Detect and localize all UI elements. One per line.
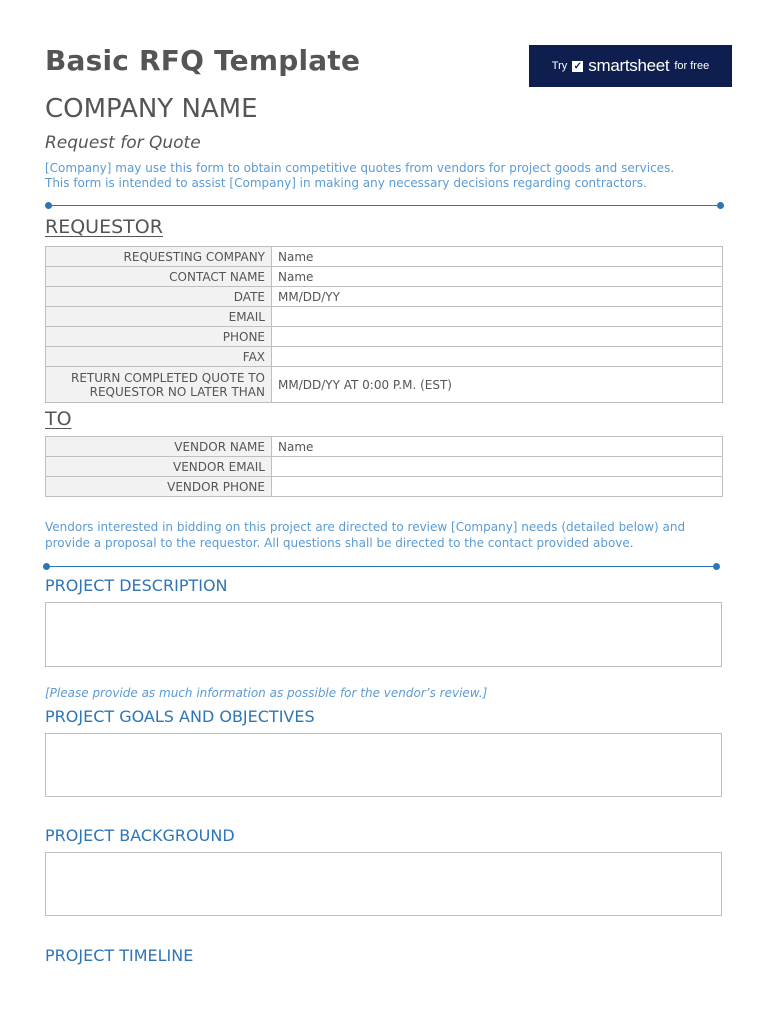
field-label: RETURN COMPLETED QUOTE TO REQUESTOR NO LATER THAN	[46, 367, 272, 403]
intro-text	[45, 161, 735, 191]
promo-brand-text: smartsheet	[588, 56, 670, 75]
table-row	[46, 477, 723, 497]
project-description-heading: PROJECT DESCRIPTION	[45, 576, 228, 595]
section-divider	[48, 205, 721, 206]
vendor-note	[45, 519, 735, 551]
to-heading: TO	[45, 408, 72, 430]
vendor-email-field[interactable]	[272, 457, 723, 477]
field-label: VENDOR NAME	[46, 437, 272, 457]
section-divider	[46, 566, 717, 567]
vendor-phone-field[interactable]	[272, 477, 723, 497]
return-deadline-field[interactable]: MM/DD/YY AT 0:00 P.M. (EST)	[272, 367, 723, 403]
field-label: CONTACT NAME	[46, 267, 272, 287]
table-row	[46, 457, 723, 477]
date-field[interactable]: MM/DD/YY	[272, 287, 723, 307]
vendor-name-field[interactable]: Name	[272, 437, 723, 457]
requesting-company-field[interactable]: Name	[272, 247, 723, 267]
intro-line-2: This form is intended to assist [Company] in making any necessary decisions regarding contractors.	[45, 176, 647, 190]
requestor-heading: REQUESTOR	[45, 216, 163, 238]
table-row	[46, 367, 723, 403]
project-timeline-heading: PROJECT TIMELINE	[45, 946, 194, 965]
field-label: PHONE	[46, 327, 272, 347]
table-row	[46, 327, 723, 347]
table-row	[46, 247, 723, 267]
smartsheet-promo-button[interactable]	[529, 45, 732, 87]
vendor-note-line-1: Vendors interested in bidding on this project are directed to review [Company] needs (detailed below) and	[45, 520, 686, 534]
field-label: VENDOR PHONE	[46, 477, 272, 497]
fax-field[interactable]	[272, 347, 723, 367]
project-goals-input[interactable]	[45, 733, 722, 797]
project-description-hint: [Please provide as much information as possible for the vendor’s review.]	[45, 686, 488, 700]
field-label: FAX	[46, 347, 272, 367]
vendor-table	[45, 436, 723, 497]
field-label: EMAIL	[46, 307, 272, 327]
phone-field[interactable]	[272, 327, 723, 347]
requestor-table	[45, 246, 723, 403]
table-row	[46, 287, 723, 307]
check-icon: ✓	[573, 60, 582, 72]
intro-line-1: [Company] may use this form to obtain competitive quotes from vendors for project goods and services.	[45, 161, 675, 175]
project-description-input[interactable]	[45, 602, 722, 667]
project-background-heading: PROJECT BACKGROUND	[45, 826, 235, 845]
project-goals-heading: PROJECT GOALS AND OBJECTIVES	[45, 707, 315, 726]
contact-name-field[interactable]: Name	[272, 267, 723, 287]
table-row	[46, 347, 723, 367]
project-background-input[interactable]	[45, 852, 722, 916]
company-name: COMPANY NAME	[45, 94, 258, 124]
table-row	[46, 267, 723, 287]
email-field[interactable]	[272, 307, 723, 327]
field-label: DATE	[46, 287, 272, 307]
table-row	[46, 437, 723, 457]
table-row	[46, 307, 723, 327]
promo-free-text: for free	[674, 60, 710, 72]
field-label: REQUESTING COMPANY	[46, 247, 272, 267]
document-subtitle: Request for Quote	[45, 133, 201, 153]
field-label: VENDOR EMAIL	[46, 457, 272, 477]
vendor-note-line-2: provide a proposal to the requestor. All questions shall be directed to the contact provided above.	[45, 536, 634, 550]
document-title: Basic RFQ Template	[45, 44, 361, 77]
promo-try-text: Try	[551, 60, 568, 72]
